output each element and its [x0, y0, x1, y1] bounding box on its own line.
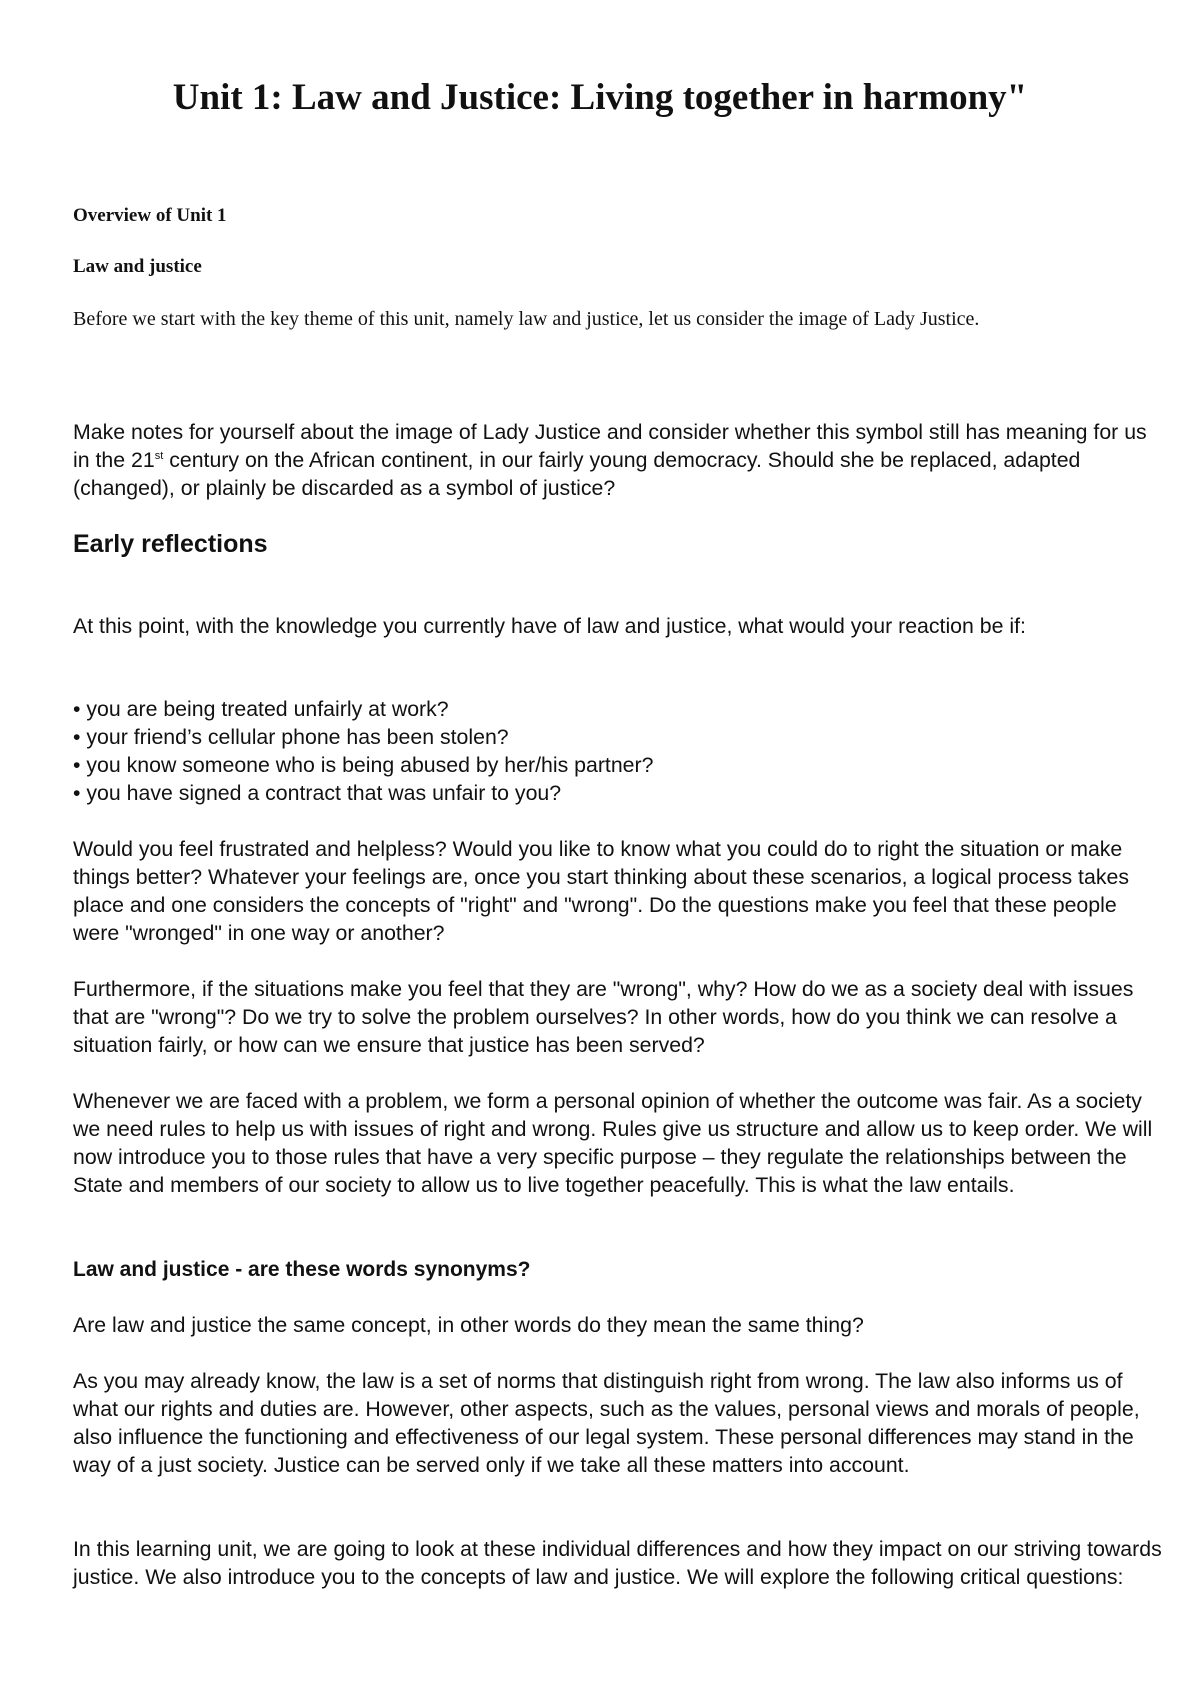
whenever-paragraph: Whenever we are faced with a problem, we form a personal opinion of whether the outcome was fair. As a society we need rules to help us with issues of right and wrong. Rules give us structure and allow us to keep order. We will now introduce you to those rules that have a very specific purpose – they regulate the relationships between the State and members of our society to allow us to live together peacefully. This is what the law entails.: [73, 1089, 1153, 1197]
law-and-justice-heading: Law and justice: [73, 256, 202, 277]
list-item: • you have signed a contract that was unfair to you?: [73, 781, 562, 805]
ordinal-superscript: st: [154, 449, 164, 462]
as-you-know-paragraph: As you may already know, the law is a set of norms that distinguish right from wrong. The law also informs us of what our rights and duties are. However, other aspects, such as the values, personal views and morals of people, also influence the functioning and effectiveness of our legal system. These personal differences may stand in the way of a just society. Justice can be served only if we take all these matters into account.: [73, 1369, 1140, 1477]
notes-paragraph: [73, 418, 1163, 502]
intro-paragraph: Before we start with the key theme of this unit, namely law and justice, let us consider the image of Lady Justice.: [73, 308, 980, 330]
frustrated-paragraph: Would you feel frustrated and helpless? Would you like to know what you could do to right the situation or make things better? Whatever your feelings are, once you start thinking about these scenarios, a logical process takes place and one considers the concepts of "right" and "wrong". Do the questions make you feel that these people were "wronged" in one way or another?: [73, 837, 1129, 945]
list-item: • you know someone who is being abused by her/his partner?: [73, 753, 654, 777]
scenario-list: [73, 695, 653, 807]
page-title: Unit 1: Law and Justice: Living together in harmony": [172, 77, 1028, 118]
synonyms-heading: Law and justice - are these words synonyms?: [73, 1258, 531, 1281]
list-item: • your friend’s cellular phone has been stolen?: [73, 725, 509, 749]
notes-text-part2: century on the African continent, in our fairly young democracy. Should she be replaced, adapted (changed), or plainly be discarded as a symbol of justice?: [73, 448, 1081, 500]
list-item: • you are being treated unfairly at work?: [73, 697, 449, 721]
learning-unit-paragraph: In this learning unit, we are going to look at these individual differences and how they impact on our striving towards justice. We also introduce you to the concepts of law and justice. We will explore the following critical questions:: [73, 1537, 1162, 1589]
reaction-paragraph: At this point, with the knowledge you currently have of law and justice, what would your reaction be if:: [73, 614, 1026, 638]
early-reflections-heading: Early reflections: [73, 530, 268, 558]
notes-text-part1: Make notes for yourself about the image of Lady Justice and consider whether this symbol still has meaning for us in the 21: [73, 420, 1147, 472]
overview-heading: Overview of Unit 1: [73, 205, 227, 226]
furthermore-paragraph: Furthermore, if the situations make you feel that they are "wrong", why? How do we as a society deal with issues that are "wrong"? Do we try to solve the problem ourselves? In other words, how do you think we can resolve a situation fairly, or how can we ensure that justice has been served?: [73, 977, 1134, 1057]
same-concept-paragraph: Are law and justice the same concept, in other words do they mean the same thing?: [73, 1313, 864, 1337]
